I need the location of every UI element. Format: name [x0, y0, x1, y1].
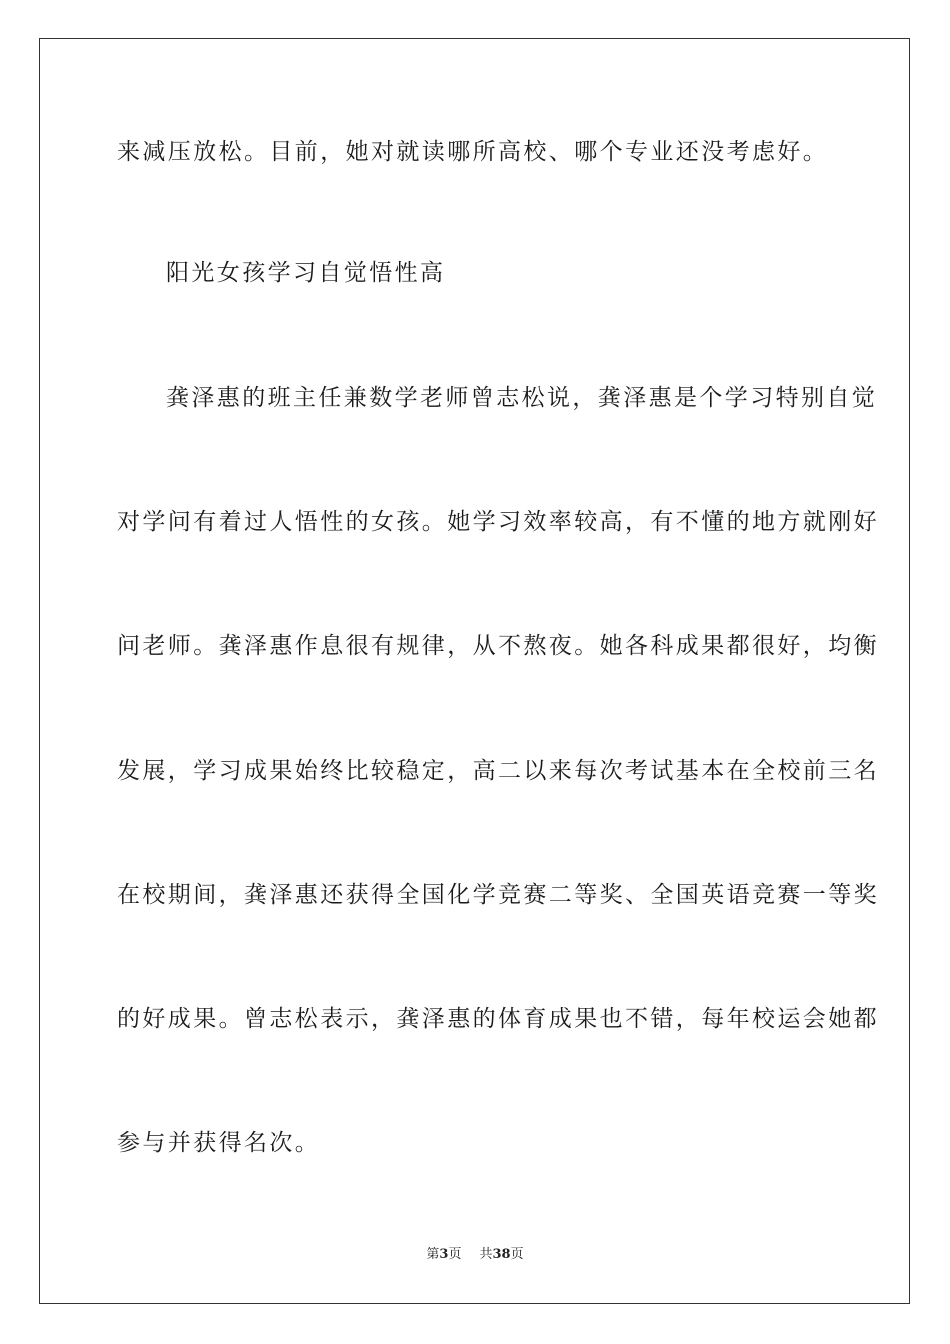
- text-line-3: 龚泽惠的班主任兼数学老师曾志松说，龚泽惠是个学习特别自觉: [166, 385, 878, 411]
- page-footer: [0, 1247, 950, 1263]
- text-line-8: 的好成果。曾志松表示，龚泽惠的体育成果也不错，每年校运会她都: [117, 1006, 879, 1032]
- total-suffix: 页: [510, 1247, 524, 1262]
- page-number: 3: [439, 1247, 449, 1262]
- total-pages: 38: [492, 1247, 511, 1262]
- text-line-7: 在校期间，龚泽惠还获得全国化学竞赛二等奖、全国英语竞赛一等奖: [117, 882, 879, 908]
- page-frame: [39, 38, 910, 1304]
- text-line-6: 发展，学习成果始终比较稳定，高二以来每次考试基本在全校前三名: [117, 758, 879, 784]
- text-line-9: 参与并获得名次。: [117, 1130, 321, 1156]
- text-line-4: 对学问有着过人悟性的女孩。她学习效率较高，有不懂的地方就刚好: [117, 509, 879, 535]
- total-prefix: 共: [479, 1247, 493, 1262]
- text-line-1: 来减压放松。目前，她对就读哪所高校、哪个专业还没考虑好。: [117, 139, 829, 165]
- text-line-5: 问老师。龚泽惠作息很有规律，从不熬夜。她各科成果都很好，均衡: [117, 633, 879, 659]
- section-heading: 阳光女孩学习自觉悟性高: [166, 260, 446, 286]
- page-prefix: 第: [426, 1247, 440, 1262]
- page-suffix: 页: [448, 1247, 462, 1262]
